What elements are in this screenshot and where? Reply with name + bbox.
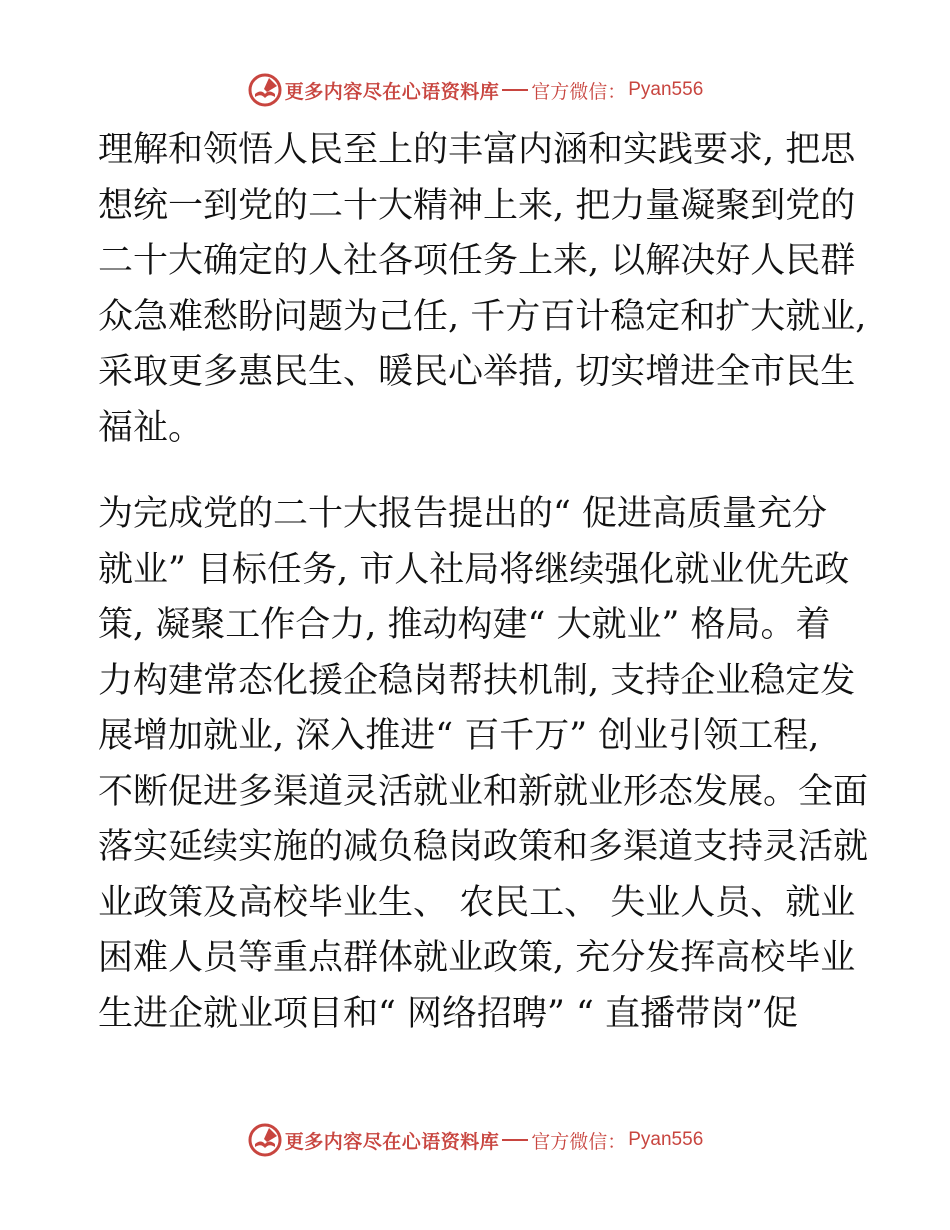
- banner-dash: [502, 89, 528, 91]
- paragraph-1: [98, 123, 867, 456]
- banner-site-text: 更多内容尽在心语资料库: [284, 1130, 500, 1153]
- text-line: 力构建常态化援企稳岗帮扶机制, 支持企业稳定发: [98, 660, 856, 701]
- banner-site-text: 更多内容尽在心语资料库: [284, 80, 500, 103]
- text-line: 就业” 目标任务, 市人社局将继续强化就业优先政: [98, 549, 850, 590]
- text-line: 想统一到党的二十大精神上来, 把力量凝聚到党的: [98, 185, 856, 226]
- text-line: 业政策及高校毕业生、 农民工、 失业人员、就业: [98, 882, 856, 923]
- text-line: 众急难愁盼问题为己任, 千方百计稳定和扩大就业,: [98, 296, 867, 337]
- banner-wechat-label: 官方微信：: [531, 80, 627, 103]
- text-line: 生进企就业项目和“ 网络招聘” “ 直播带岗”促: [98, 993, 798, 1034]
- text-line: 二十大确定的人社各项任务上来, 以解决好人民群: [98, 241, 856, 281]
- book-pen-logo-icon: [247, 72, 283, 108]
- text-line: 为完成党的二十大报告提出的“ 促进高质量充分: [98, 494, 828, 534]
- banner-dash: [502, 1139, 528, 1141]
- book-pen-logo-icon: [247, 1122, 283, 1158]
- text-line: 展增加就业, 深入推进“ 百千万” 创业引领工程,: [98, 716, 820, 756]
- footer-banner: [0, 1118, 950, 1162]
- text-line: 不断促进多渠道灵活就业和新就业形态发展。全面: [98, 771, 869, 812]
- text-line: 采取更多惠民生、暖民心举措, 切实增进全市民生: [98, 352, 856, 392]
- header-banner: [0, 68, 950, 112]
- text-line: 困难人员等重点群体就业政策, 充分发挥高校毕业: [98, 938, 856, 978]
- text-line: 落实延续实施的减负稳岗政策和多渠道支持灵活就: [98, 827, 869, 867]
- paragraph-2: [98, 487, 869, 1042]
- banner-wechat-id: Pyan556: [628, 79, 704, 100]
- banner-wechat-id: Pyan556: [628, 1129, 704, 1150]
- text-line: 福祉。: [98, 407, 204, 448]
- text-line: 理解和领悟人民至上的丰富内涵和实践要求, 把思: [98, 130, 856, 170]
- banner-wechat-label: 官方微信：: [531, 1130, 627, 1153]
- text-line: 策, 凝聚工作合力, 推动构建“ 大就业” 格局。着: [98, 605, 831, 645]
